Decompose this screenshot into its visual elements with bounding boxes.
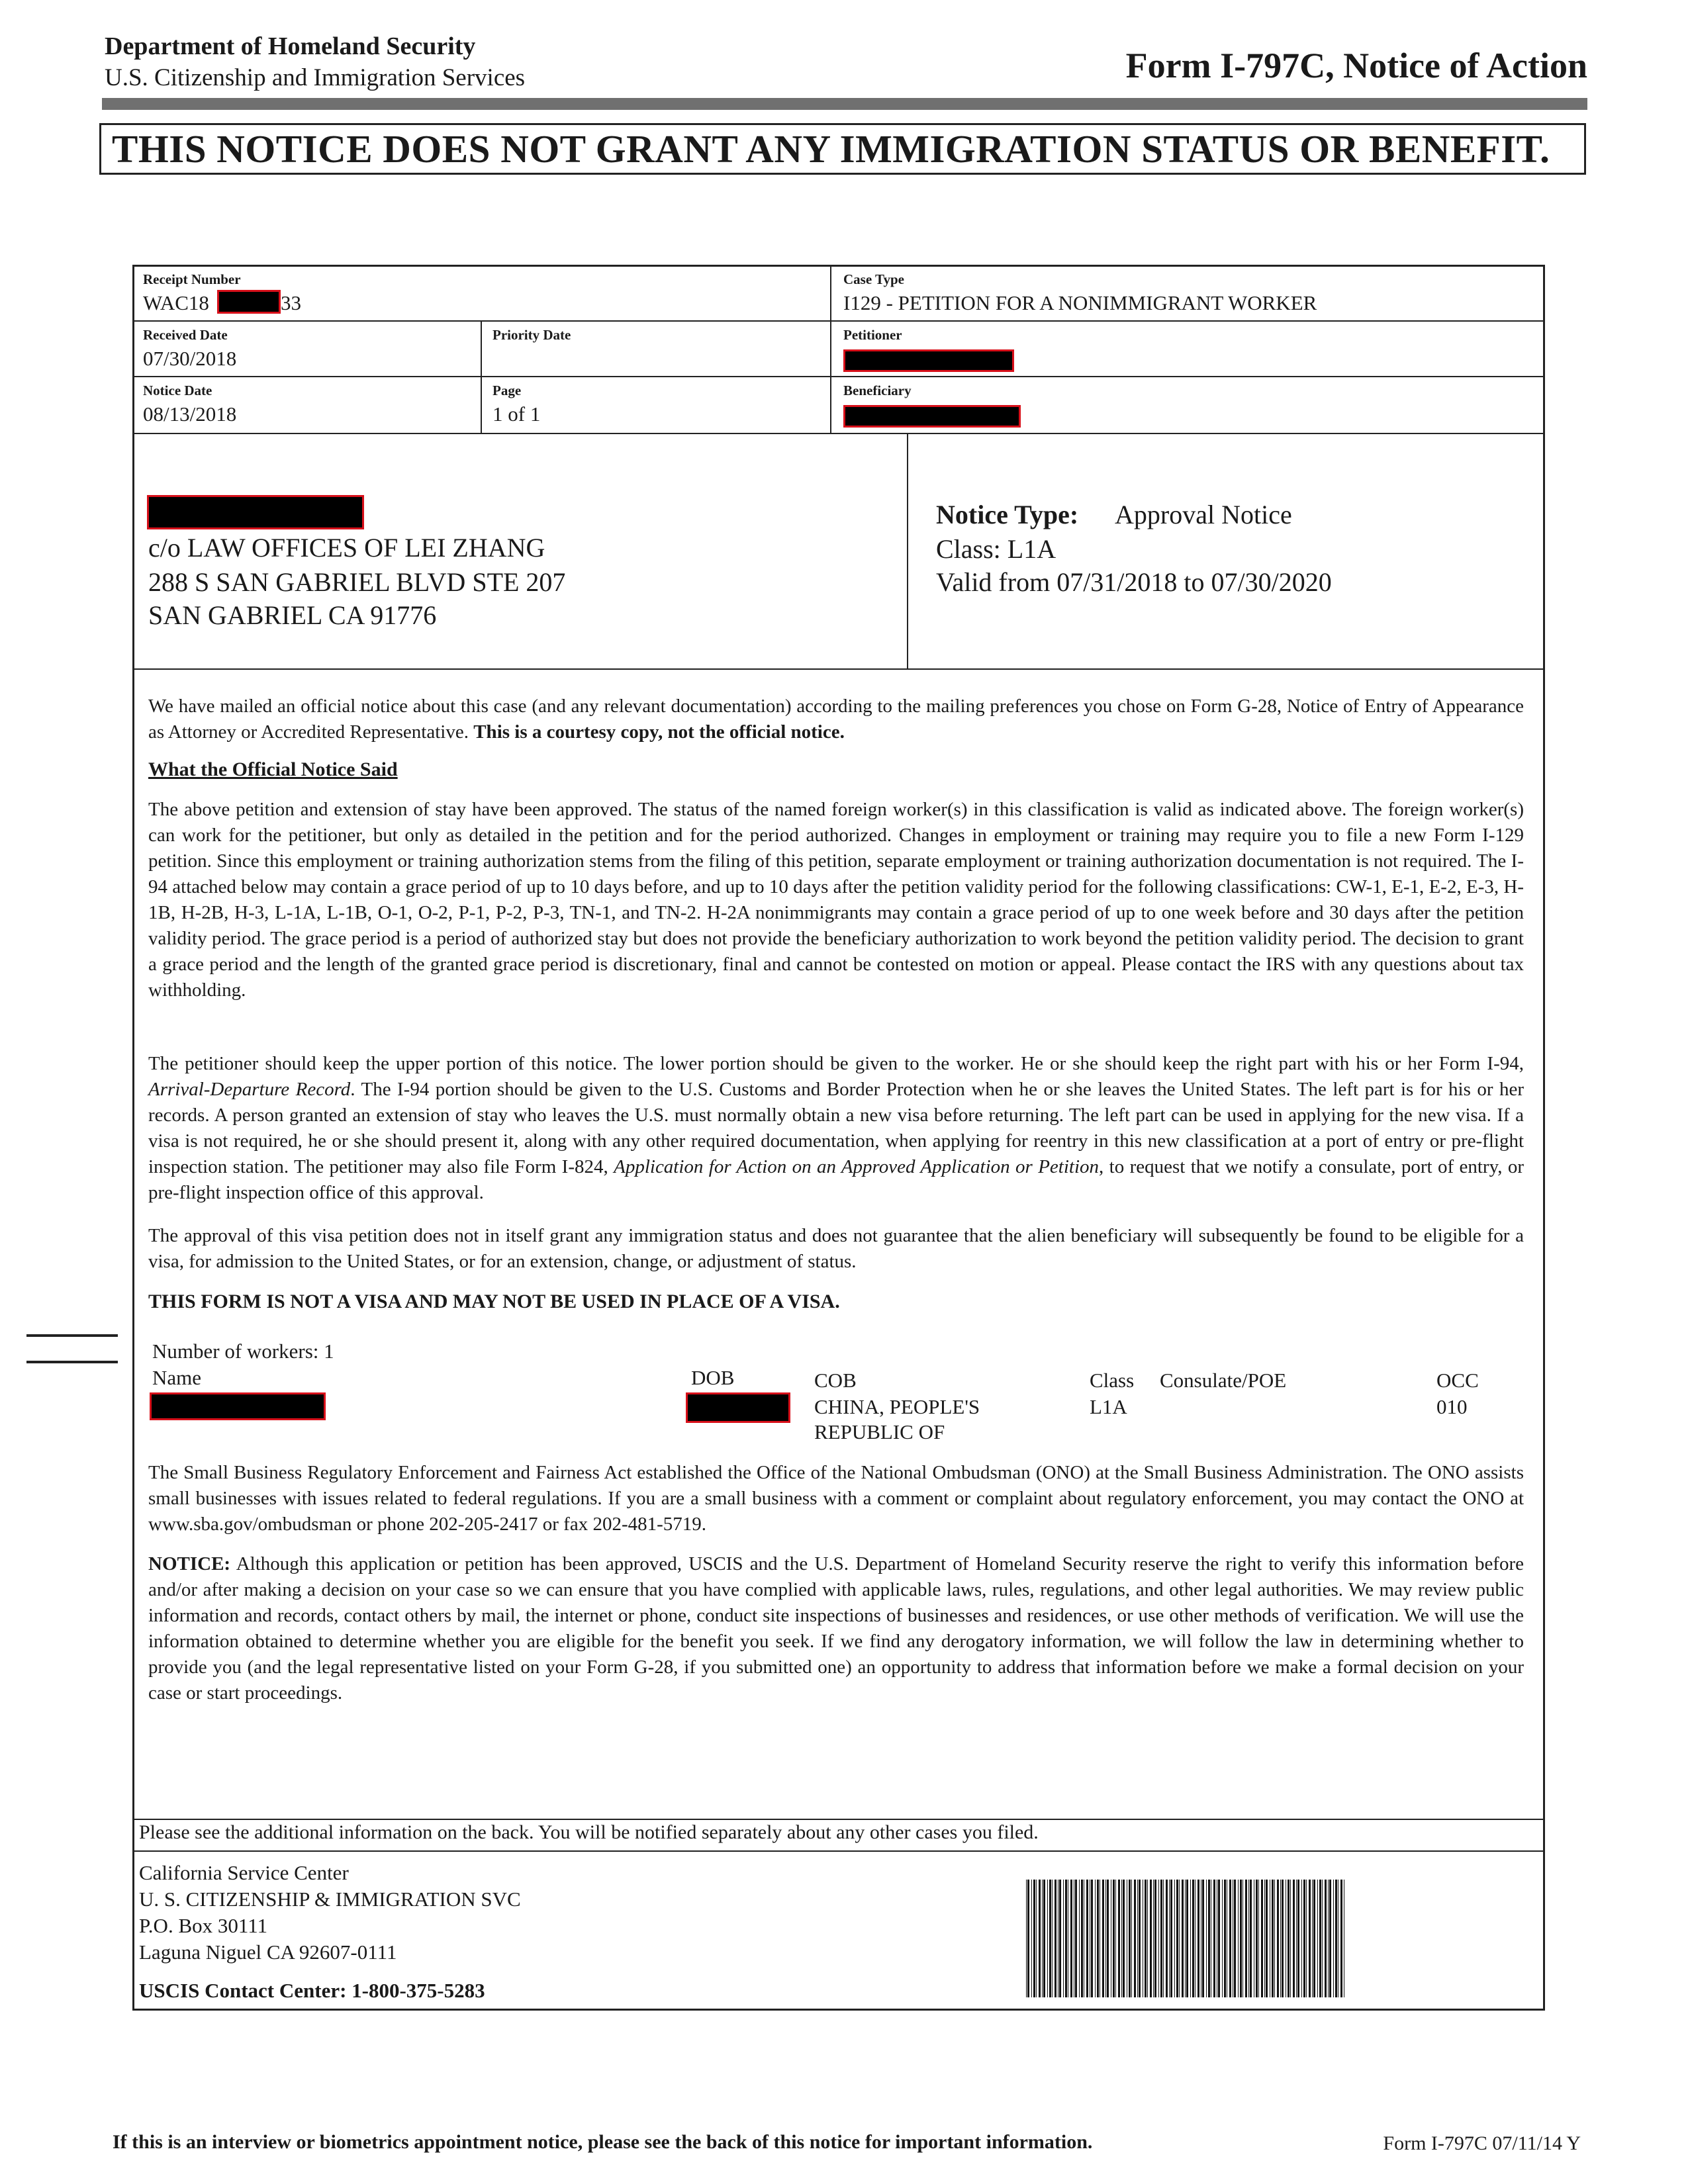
table-divider: [132, 433, 1545, 434]
notice-date-label: Notice Date: [143, 383, 212, 398]
worker-cob-line-2: REPUBLIC OF: [814, 1420, 945, 1443]
petitioner-label: Petitioner: [843, 327, 902, 343]
worker-class-header: Class: [1090, 1369, 1135, 1392]
status-disclaimer-paragraph: The approval of this visa petition does not in itself grant any immigration status and does not guarantee that the alien beneficiary will subsequently be found to be eligible for a visa, for admission to the United States, or for an extension, change, or adjustment of status.: [148, 1225, 1524, 1272]
receipt-number-label: Receipt Number: [143, 271, 241, 287]
priority-date-label: Priority Date: [492, 327, 571, 343]
receipt-number-suffix: 33: [281, 291, 301, 314]
section-divider: [132, 668, 1545, 670]
redacted-worker-name: [150, 1392, 326, 1420]
received-date-label: Received Date: [143, 327, 228, 343]
i94-text-a: The petitioner should keep the upper portion of this notice. The lower portion should be given to the worker. He or she should keep the right part with his or her Form I-94,: [148, 1053, 1524, 1074]
service-center-line-1: California Service Center: [139, 1861, 349, 1884]
worker-class-value: L1A: [1090, 1395, 1127, 1418]
address-divider: [907, 433, 908, 668]
address-line-3: SAN GABRIEL CA 91776: [148, 600, 437, 630]
notice-date-value: 08/13/2018: [143, 402, 237, 426]
sub-agency-name: U.S. Citizenship and Immigration Services: [105, 64, 526, 91]
received-date-value: 07/30/2018: [143, 347, 237, 370]
verification-notice-label: NOTICE:: [148, 1553, 231, 1574]
worker-name-header: Name: [152, 1366, 202, 1389]
i94-text-c: , to request that we notify a consulate, port of entry, or pre-flight inspection office of this approval.: [148, 1156, 1524, 1203]
address-line-1: c/o LAW OFFICES OF LEI ZHANG: [148, 533, 545, 563]
additional-info-note: Please see the additional information on the back. You will be notified separately about any other cases you filed.: [139, 1821, 1039, 1843]
verification-notice-text: Although this application or petition has been approved, USCIS and the U.S. Department of Homeland Security reserve the right to verify this information before and/or after making a decision on your case so we can ensure that you have complied with applicable laws, rules, regulations, and other legal authorities. We may review public information and records, contact others by mail, the internet or phone, conduct site inspections of businesses and residences, or use other methods of verification. We will use the information obtained to determine whether you are eligible for the benefit you seek. If we find any derogatory information, we will follow the law in determining whether to provide you (and the legal representative listed on your Form G-28, if you submitted one) an opportunity to address that information before we make a formal decision on your case or start proceedings.: [148, 1553, 1524, 1704]
section-divider: [132, 1819, 1545, 1820]
worker-occ-value: 010: [1436, 1395, 1468, 1418]
case-type-label: Case Type: [843, 271, 904, 287]
sbrefa-paragraph: The Small Business Regulatory Enforcement and Fairness Act established the Office of the National Ombudsman (ONO) at the Small Business Administration. The ONO assists small businesses with issues related to federal regulations. If you are a small business with a comment or complaint about regulatory enforcement, you may contact the ONO at www.sba.gov/ombudsman or phone 202-205-2417 or fax 202-481-5719.: [148, 1462, 1524, 1535]
section-divider: [132, 1850, 1545, 1852]
redacted-beneficiary: [843, 405, 1021, 428]
footer-form-id: Form I-797C 07/11/14 Y: [1383, 2132, 1581, 2154]
notice-class: Class: L1A: [936, 534, 1056, 564]
redacted-petitioner: [843, 349, 1014, 372]
service-center-line-3: P.O. Box 30111: [139, 1914, 268, 1937]
courtesy-intro-text: We have mailed an official notice about this case (and any relevant documentation) according to the mailing preferences you chose on Form G-28, Notice of Entry of Appearance as Attorney or Accredited Representative.: [148, 696, 1524, 743]
worker-dob-header: DOB: [691, 1366, 735, 1389]
barcode-image: [1025, 1880, 1348, 1997]
worker-occ-header: OCC: [1436, 1369, 1479, 1392]
i94-form-name: Arrival-Departure Record: [148, 1079, 351, 1100]
not-a-visa-warning: THIS FORM IS NOT A VISA AND MAY NOT BE USED IN PLACE OF A VISA.: [148, 1291, 840, 1312]
page-label: Page: [492, 383, 522, 398]
form-title: Form I-797C, Notice of Action: [1125, 46, 1587, 85]
i824-form-name: Application for Action on an Approved Application or Petition: [614, 1156, 1100, 1177]
i94-text-b: . The I-94 portion should be given to the U.S. Customs and Border Protection when he or she leaves the United States. The left part is for his or her records. A person granted an extension of stay who leaves the U.S. must normally obtain a new visa before returning. The left part can be used in applying for the new visa. If a visa is not required, he or she should present it, along with any other required documentation, when applying for reentry in this new classification at a port of entry or pre-flight inspection station. The petitioner may also file Form I-824,: [148, 1079, 1524, 1177]
redacted-receipt-digits: [217, 290, 281, 314]
service-center-line-2: U. S. CITIZENSHIP & IMMIGRATION SVC: [139, 1888, 521, 1911]
notice-type-label: Notice Type:: [936, 500, 1079, 529]
courtesy-intro: [148, 694, 1524, 745]
service-center-line-4: Laguna Niguel CA 92607-0111: [139, 1940, 397, 1964]
worker-consulate-header: Consulate/POE: [1160, 1369, 1287, 1392]
table-divider: [830, 265, 831, 433]
footer-note: If this is an interview or biometrics appointment notice, please see the back of this notice for important information.: [113, 2131, 1093, 2153]
table-divider: [132, 320, 1545, 322]
worker-count: Number of workers: 1: [152, 1340, 334, 1363]
i94-paragraph: [148, 1051, 1524, 1206]
case-type-value: I129 - PETITION FOR A NONIMMIGRANT WORKER: [843, 291, 1317, 314]
table-divider: [132, 376, 1545, 377]
redacted-addressee: [147, 495, 364, 529]
official-notice-heading: What the Official Notice Said: [148, 758, 398, 780]
approval-paragraph: The above petition and extension of stay have been approved. The status of the named foreign worker(s) in this classification is valid as indicated above. The foreign worker(s) can work for the petitioner, but only as detailed in the petition and for the period authorized. Changes in employment or training may require you to file a new Form I-129 petition. Since this employment or training authorization stems from the filing of this petition, separate employment or training authorization documentation is not required. The I-94 attached below may contain a grace period of up to 10 days before, and up to 10 days after the petition validity period for the following classifications: CW-1, E-1, E-2, E-3, H-1B, H-2B, H-3, L-1A, L-1B, O-1, O-2, P-1, P-2, P-3, TN-1, and TN-2. H-2A nonimmigrants may contain a grace period of up to one week before and 30 days after the petition validity period. The grace period is a period of authorized stay but does not provide the beneficiary authorization to work beyond the petition validity period. The decision to grant a grace period and the length of the granted grace period is discretionary, final and cannot be contested on motion or appeal. Please contact the IRS with any questions about tax withholding.: [148, 799, 1524, 1001]
margin-mark: [26, 1361, 118, 1363]
beneficiary-label: Beneficiary: [843, 383, 912, 398]
notice-type-value: Approval Notice: [1115, 500, 1292, 529]
header-divider-bar: [102, 98, 1587, 110]
receipt-number-prefix: WAC18: [143, 291, 209, 314]
contact-center-phone: USCIS Contact Center: 1-800-375-5283: [139, 1979, 485, 2002]
notice-validity-period: Valid from 07/31/2018 to 07/30/2020: [936, 567, 1332, 597]
redacted-worker-dob: [686, 1392, 790, 1423]
page-value: 1 of 1: [492, 402, 541, 426]
courtesy-copy-notice: This is a courtesy copy, not the official notice.: [473, 721, 845, 743]
worker-cob-header: COB: [814, 1369, 857, 1392]
warning-banner: THIS NOTICE DOES NOT GRANT ANY IMMIGRATION STATUS OR BENEFIT.: [99, 123, 1586, 175]
worker-cob-line-1: CHINA, PEOPLE'S: [814, 1395, 980, 1418]
table-divider: [481, 320, 482, 433]
address-line-2: 288 S SAN GABRIEL BLVD STE 207: [148, 567, 566, 597]
verification-notice: [148, 1551, 1524, 1706]
agency-name: Department of Homeland Security: [105, 32, 476, 60]
margin-mark: [26, 1334, 118, 1337]
